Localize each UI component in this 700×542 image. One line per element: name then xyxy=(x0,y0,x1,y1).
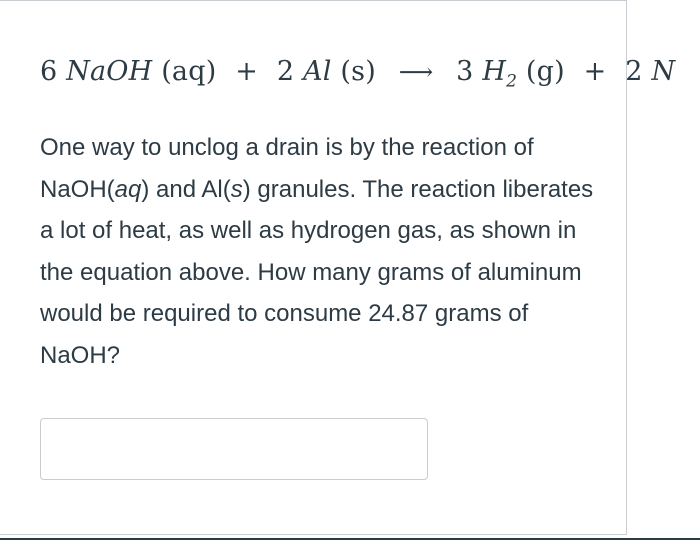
plus-sign: + xyxy=(235,56,259,87)
question-text-italic: aq xyxy=(114,175,142,203)
product-partial: N xyxy=(651,56,676,87)
coefficient: 6 xyxy=(40,56,58,87)
answer-input[interactable] xyxy=(40,418,428,480)
chemical-equation xyxy=(40,56,676,92)
divider xyxy=(0,538,700,540)
coefficient: 3 xyxy=(456,56,474,87)
product-h2-base: H xyxy=(482,56,507,87)
reactant-naoh: NaOH xyxy=(66,56,153,87)
state-label: (aq) xyxy=(161,56,217,87)
question-text-italic: s xyxy=(230,175,243,203)
reaction-arrow-icon: ⟶ xyxy=(398,58,434,86)
question-text xyxy=(40,127,600,376)
product-h2 xyxy=(482,56,518,92)
reactant-al: Al xyxy=(303,56,332,87)
coefficient: 2 xyxy=(625,56,643,87)
coefficient: 2 xyxy=(276,56,295,87)
state-label: (g) xyxy=(525,56,565,87)
product-h2-subscript: 2 xyxy=(506,71,518,92)
question-text-part: ) and Al( xyxy=(141,175,231,203)
question-text-part: One way to unclog a drain is by the reaction of NaOH( xyxy=(40,134,534,203)
plus-sign: + xyxy=(583,56,607,87)
state-label: (s) xyxy=(340,56,376,87)
question-text-part: ) granules. The reaction liberates a lot of heat, as well as hydrogen gas, as shown in the equation above. How many grams of aluminum would be required to consume 24.87 grams of NaOH? xyxy=(40,175,594,369)
